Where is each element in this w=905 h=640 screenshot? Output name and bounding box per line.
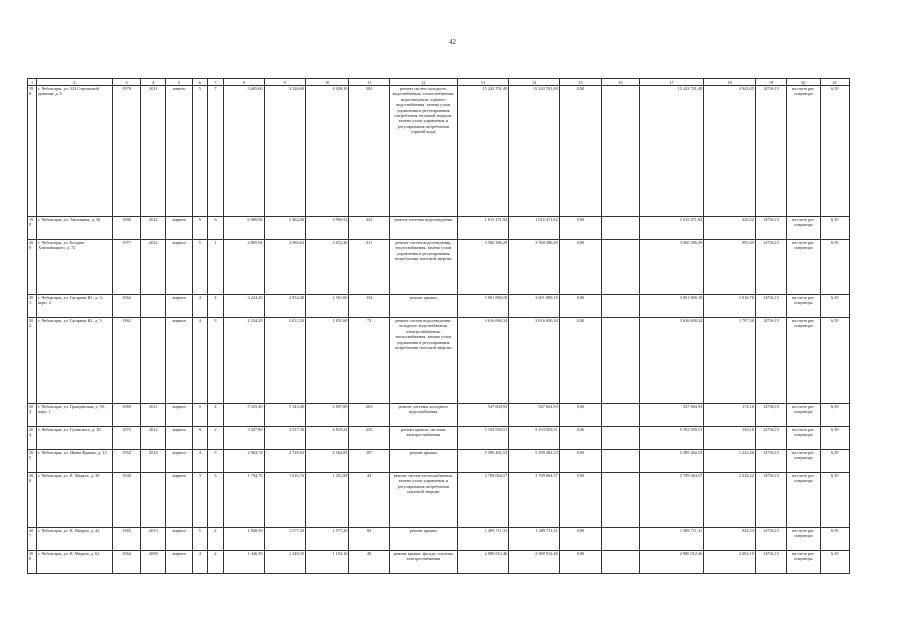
fund-total: 5 399 482,53 xyxy=(639,450,704,473)
table-row xyxy=(28,240,850,295)
premises-area: 1 616,70 xyxy=(264,473,305,528)
total-cost: 5 193 959,51 xyxy=(457,427,509,450)
total-cost: 1 489 711,31 xyxy=(457,528,509,551)
year-last-repair xyxy=(141,295,166,318)
unit-cost: 2 943,05 xyxy=(704,86,756,217)
residents: 235 xyxy=(349,427,389,450)
residents: 107 xyxy=(349,450,389,473)
fund-method: на счете рег. оператора xyxy=(787,217,820,240)
residents: 49 xyxy=(349,551,389,574)
max-unit-cost: 14736,15 xyxy=(755,427,786,450)
empty-cell xyxy=(602,528,639,551)
other-funds: 0,00 xyxy=(559,473,601,528)
year-built: 1964 xyxy=(112,551,140,574)
table-row xyxy=(28,404,850,427)
owner-funds: 3 709 064,57 xyxy=(509,473,560,528)
contribution-rate: 6,39 xyxy=(820,318,849,404)
entrances: 2 xyxy=(207,551,223,574)
premises-area: 2 728,84 xyxy=(264,450,305,473)
row-number: 202 xyxy=(28,318,37,404)
residents: 82 xyxy=(349,528,389,551)
fund-method: на счете рег. оператора xyxy=(787,473,820,528)
address: г. Чебоксары, ул. 324 Стрелковой дивизии, д. 5 xyxy=(37,86,113,217)
premises-area: 3 537,36 xyxy=(264,427,305,450)
column-header: 11 xyxy=(349,79,389,86)
max-unit-cost: 14736,15 xyxy=(755,318,786,404)
owner-funds: 3 001 890,18 xyxy=(509,295,560,318)
repair-works: ремонт систем холодного водоснабжения, теплоснабжения, водоотведения, горячего водоснабжения, замена узлов управления и регулирования потребления тепловой энергии, замена узлов управления и регулирования потребления горячей воды xyxy=(389,86,457,217)
fund-total: 547 604,93 xyxy=(639,404,704,427)
contribution-rate: 6,39 xyxy=(820,404,849,427)
residents: 154 xyxy=(349,295,389,318)
repair-works: ремонт крыши xyxy=(389,295,457,318)
row-number: 204 xyxy=(28,427,37,450)
entrances: 1 xyxy=(207,240,223,295)
premises-area: 5 482,86 xyxy=(264,217,305,240)
year-last-repair xyxy=(141,318,166,404)
premises-area: 5 326,60 xyxy=(264,86,305,217)
total-cost: 1 015 471,92 xyxy=(457,217,509,240)
contribution-rate: 6,39 xyxy=(820,551,849,574)
floors: 5 xyxy=(192,217,207,240)
unit-cost: 2 234,22 xyxy=(704,473,756,528)
row-number: 208 xyxy=(28,551,37,574)
year-built: 1980 xyxy=(112,217,140,240)
repair-works: ремонт системы водоотведения xyxy=(389,217,457,240)
column-header: 8 xyxy=(224,79,264,86)
total-area: 5 525,40 xyxy=(224,404,264,427)
address: г. Чебоксары, ул. К. Маркса, д. 62 xyxy=(37,551,113,574)
capital-repair-table xyxy=(27,78,850,574)
table-row xyxy=(28,528,850,551)
unit-cost: 156,18 xyxy=(704,427,756,450)
row-number: 203 xyxy=(28,404,37,427)
residential-area: 4 819,22 xyxy=(305,427,348,450)
repair-works: ремонт крыши xyxy=(389,528,457,551)
year-built: 1962 xyxy=(112,318,140,404)
residents: 44 xyxy=(349,473,389,528)
column-header: 5 xyxy=(166,79,192,86)
other-funds: 0,00 xyxy=(559,217,601,240)
year-last-repair: 2011 xyxy=(141,404,166,427)
wall-material: кирпич xyxy=(166,318,192,404)
owner-funds: 5 399 482,53 xyxy=(509,450,560,473)
wall-material: кирпич xyxy=(166,295,192,318)
total-cost: 5 399 482,53 xyxy=(457,450,509,473)
owner-funds: 547 604,93 xyxy=(509,404,560,427)
empty-cell xyxy=(602,86,639,217)
max-unit-cost: 14736,15 xyxy=(755,240,786,295)
residential-area: 1 194,10 xyxy=(305,551,348,574)
entrances: 3 xyxy=(207,473,223,528)
repair-works: ремонт систем водоотведения, теплоснабжения, замена узлов управления и регулирования потребления тепловой энергии xyxy=(389,240,457,295)
residential-area: 1 831,60 xyxy=(305,318,348,404)
row-number: 198 xyxy=(28,86,37,217)
total-area: 6 980,84 xyxy=(224,217,264,240)
owner-funds: 5 193 959,51 xyxy=(509,427,560,450)
address: г. Чебоксары, ул. Богдана Хмельницкого, д. 72 xyxy=(37,240,113,295)
address: г. Чебоксары, ул. Гагарина Ю., д. 3, корп. 2 xyxy=(37,295,113,318)
entrances: 4 xyxy=(207,295,223,318)
owner-funds: 3 616 690,34 xyxy=(509,318,560,404)
table-row xyxy=(28,318,850,404)
entrances: 6 xyxy=(207,217,223,240)
empty-cell xyxy=(602,551,639,574)
empty-cell xyxy=(602,473,639,528)
fund-method: на счете рег. оператора xyxy=(787,528,820,551)
repair-works: ремонт крыши, системы электроснабжения xyxy=(389,427,457,450)
fund-method: на счете рег. оператора xyxy=(787,404,820,427)
total-cost: 2 980 912,46 xyxy=(457,551,509,574)
total-area: 4 895,94 xyxy=(224,240,264,295)
year-last-repair: 2012 xyxy=(141,217,166,240)
column-header: 15 xyxy=(559,79,601,86)
address: г. Чебоксары, ул. Гражданская, д. 93, корп. 1 xyxy=(37,404,113,427)
wall-material: кирпич xyxy=(166,404,192,427)
fund-method: на счете рег. оператора xyxy=(787,295,820,318)
unit-cost: 226,52 xyxy=(704,217,756,240)
premises-area: 2 012,20 xyxy=(264,318,305,404)
owner-funds: 1 015 471,92 xyxy=(509,217,560,240)
fund-total: 1 489 711,31 xyxy=(639,528,704,551)
fund-method: на счете рег. оператора xyxy=(787,450,820,473)
other-funds: 0,00 xyxy=(559,86,601,217)
floors: 4 xyxy=(192,450,207,473)
total-area: 2 963,74 xyxy=(224,450,264,473)
other-funds: 0,00 xyxy=(559,295,601,318)
year-last-repair: 2009 xyxy=(141,551,166,574)
year-built: 1940 xyxy=(112,473,140,528)
fund-total: 15 243 701,49 xyxy=(639,86,704,217)
column-header: 6 xyxy=(192,79,207,86)
total-area: 3 224,29 xyxy=(224,295,264,318)
wall-material: кирпич xyxy=(166,427,192,450)
unit-cost: 944,53 xyxy=(704,528,756,551)
floors: 5 xyxy=(192,240,207,295)
table-row xyxy=(28,295,850,318)
fund-method: на счете рег. оператора xyxy=(787,86,820,217)
year-last-repair: 2011 xyxy=(141,86,166,217)
unit-cost: 2 292,10 xyxy=(704,551,756,574)
fund-method: на счете рег. оператора xyxy=(787,427,820,450)
year-built: 1975 xyxy=(112,427,140,450)
address: г. Чебоксары, ул. К. Маркса, д. 42 xyxy=(37,528,113,551)
max-unit-cost: 14736,15 xyxy=(755,86,786,217)
fund-total: 2 980 912,46 xyxy=(639,551,704,574)
column-header: 1 xyxy=(28,79,37,86)
max-unit-cost: 14736,15 xyxy=(755,528,786,551)
total-cost: 547 604,93 xyxy=(457,404,509,427)
repair-works: ремонт систем водоотведения, холодного водоснабжения, электроснабжения, теплоснабжения, замена узлов управления и регулирования потребления тепловой энергии xyxy=(389,318,457,404)
fund-total: 3 560 386,29 xyxy=(639,240,704,295)
residents: 72 xyxy=(349,318,389,404)
premises-area: 1 248,50 xyxy=(264,551,305,574)
year-built: 1969 xyxy=(112,404,140,427)
fund-method: на счете рег. оператора xyxy=(787,318,820,404)
total-cost: 3 560 386,29 xyxy=(457,240,509,295)
empty-cell xyxy=(602,318,639,404)
column-header: 21 xyxy=(820,79,849,86)
other-funds: 0,00 xyxy=(559,551,601,574)
entrances: 4 xyxy=(207,404,223,427)
owner-funds: 3 560 386,29 xyxy=(509,240,560,295)
floors: 5 xyxy=(192,528,207,551)
premises-area: 1 577,20 xyxy=(264,528,305,551)
floors: 4 xyxy=(192,551,207,574)
column-header: 7 xyxy=(207,79,223,86)
wall-material: кирпич xyxy=(166,528,192,551)
contribution-rate: 6,39 xyxy=(820,450,849,473)
contribution-rate: 6,39 xyxy=(820,473,849,528)
column-header: 17 xyxy=(639,79,704,86)
repair-works: ремонт крыши xyxy=(389,450,457,473)
row-number: 206 xyxy=(28,473,37,528)
floors: 5 xyxy=(192,86,207,217)
residents: 203 xyxy=(349,404,389,427)
other-funds: 0,00 xyxy=(559,240,601,295)
other-funds: 0,00 xyxy=(559,318,601,404)
fund-total: 5 193 959,51 xyxy=(639,427,704,450)
max-unit-cost: 14736,15 xyxy=(755,473,786,528)
wall-material: панель xyxy=(166,86,192,217)
wall-material: кирпич xyxy=(166,450,192,473)
premises-area: 3 580,64 xyxy=(264,240,305,295)
total-area: 1 794,70 xyxy=(224,473,264,528)
row-number: 201 xyxy=(28,295,37,318)
fund-method: на счете рег. оператора xyxy=(787,551,820,574)
page-number: 42 xyxy=(449,38,456,46)
table-row xyxy=(28,551,850,574)
entrances: 7 xyxy=(207,86,223,217)
residential-area: 1 577,20 xyxy=(305,528,348,551)
total-area: 1 446,59 xyxy=(224,551,264,574)
unit-cost: 993,40 xyxy=(704,240,756,295)
entrances: 3 xyxy=(207,450,223,473)
address: г. Чебоксары, ул. Ивана Франко, д. 13 xyxy=(37,450,113,473)
entrances: 2 xyxy=(207,528,223,551)
wall-material: кирпич xyxy=(166,240,192,295)
residential-area: 3 969,52 xyxy=(305,217,348,240)
fund-total: 1 015 471,92 xyxy=(639,217,704,240)
total-area: 2 234,29 xyxy=(224,318,264,404)
wall-material: кирпич xyxy=(166,551,192,574)
entrances: 3 xyxy=(207,318,223,404)
fund-method: на счете рег. оператора xyxy=(787,240,820,295)
total-cost: 15 243 701,49 xyxy=(457,86,509,217)
empty-cell xyxy=(602,404,639,427)
residential-area: 3 672,36 xyxy=(305,240,348,295)
column-header: 4 xyxy=(141,79,166,86)
floors: 3 xyxy=(192,473,207,528)
empty-cell xyxy=(602,240,639,295)
residential-area: 1 451,89 xyxy=(305,473,348,528)
year-last-repair: 2012 xyxy=(141,427,166,450)
total-area: 5 685,60 xyxy=(224,86,264,217)
residential-area: 4 928,10 xyxy=(305,86,348,217)
floors: 4 xyxy=(192,318,207,404)
column-header: 2 xyxy=(37,79,113,86)
residential-area: 2 807,80 xyxy=(305,404,348,427)
repair-works: ремонт крыши, фасада, системы электроснабжения xyxy=(389,551,457,574)
premises-area: 2 952,40 xyxy=(264,295,305,318)
max-unit-cost: 14736,15 xyxy=(755,217,786,240)
year-last-repair: 2013 xyxy=(141,528,166,551)
column-header: 14 xyxy=(509,79,560,86)
unit-cost: 174,10 xyxy=(704,404,756,427)
column-header: 16 xyxy=(602,79,639,86)
address: г. Чебоксары, ул. Гузовского, д. 30 xyxy=(37,427,113,450)
row-number: 200 xyxy=(28,240,37,295)
year-built: 1962 xyxy=(112,295,140,318)
max-unit-cost: 14736,15 xyxy=(755,404,786,427)
year-last-repair: 2012 xyxy=(141,240,166,295)
empty-cell xyxy=(602,450,639,473)
column-header: 12 xyxy=(389,79,457,86)
table-row xyxy=(28,450,850,473)
floors: 5 xyxy=(192,404,207,427)
total-cost: 3 616 690,34 xyxy=(457,318,509,404)
table-row xyxy=(28,473,850,528)
contribution-rate: 6,39 xyxy=(820,528,849,551)
premises-area: 5 143,40 xyxy=(264,404,305,427)
residential-area: 2 561,60 xyxy=(305,295,348,318)
fund-total: 3 001 890,18 xyxy=(639,295,704,318)
total-area: 1 848,50 xyxy=(224,528,264,551)
column-header: 19 xyxy=(755,79,786,86)
residential-area: 2 564,85 xyxy=(305,450,348,473)
column-header: 18 xyxy=(704,79,756,86)
other-funds: 0,00 xyxy=(559,404,601,427)
empty-cell xyxy=(602,217,639,240)
owner-funds: 2 980 912,46 xyxy=(509,551,560,574)
wall-material: кирпич xyxy=(166,473,192,528)
repair-works: ремонт системы холодного водоснабжения xyxy=(389,404,457,427)
address: г. Чебоксары, ул. Аношкина, д. 36 xyxy=(37,217,113,240)
unit-cost: 1 242,46 xyxy=(704,450,756,473)
table-row xyxy=(28,427,850,450)
year-built: 1977 xyxy=(112,240,140,295)
year-built: 1952 xyxy=(112,450,140,473)
wall-material: кирпич xyxy=(166,217,192,240)
year-last-repair xyxy=(141,473,166,528)
empty-cell xyxy=(602,427,639,450)
column-header: 13 xyxy=(457,79,509,86)
max-unit-cost: 14736,15 xyxy=(755,295,786,318)
other-funds: 0,00 xyxy=(559,450,601,473)
total-area: 3 927,80 xyxy=(224,427,264,450)
floors: 9 xyxy=(192,427,207,450)
other-funds: 0,00 xyxy=(559,427,601,450)
fund-total: 3 616 690,34 xyxy=(639,318,704,404)
table-row xyxy=(28,217,850,240)
max-unit-cost: 14736,15 xyxy=(755,450,786,473)
row-number: 207 xyxy=(28,528,37,551)
residents: 285 xyxy=(349,86,389,217)
repair-works: ремонт систем теплоснабжения, замена узлов управления и регулирования потребления тепловой энергии xyxy=(389,473,457,528)
unit-cost: 1 797,38 xyxy=(704,318,756,404)
contribution-rate: 6,39 xyxy=(820,86,849,217)
total-cost: 3 709 064,57 xyxy=(457,473,509,528)
unit-cost: 1 016,76 xyxy=(704,295,756,318)
column-header: 20 xyxy=(787,79,820,86)
table-row xyxy=(28,86,850,217)
contribution-rate: 6,39 xyxy=(820,295,849,318)
contribution-rate: 6,39 xyxy=(820,217,849,240)
contribution-rate: 6,39 xyxy=(820,427,849,450)
residents: 223 xyxy=(349,217,389,240)
column-header: 3 xyxy=(112,79,140,86)
entrances: 2 xyxy=(207,427,223,450)
other-funds: 0,00 xyxy=(559,528,601,551)
floors: 4 xyxy=(192,295,207,318)
owner-funds: 15 243 701,49 xyxy=(509,86,560,217)
year-last-repair: 2014 xyxy=(141,450,166,473)
max-unit-cost: 14736,15 xyxy=(755,551,786,574)
year-built: 1965 xyxy=(112,528,140,551)
address: г. Чебоксары, ул. К. Маркса, д. 38 xyxy=(37,473,113,528)
contribution-rate: 6,39 xyxy=(820,240,849,295)
column-header: 9 xyxy=(264,79,305,86)
address: г. Чебоксары, ул. Гагарина Ю., д. 5 xyxy=(37,318,113,404)
column-number-row xyxy=(28,79,850,86)
year-built: 1978 xyxy=(112,86,140,217)
column-header: 10 xyxy=(305,79,348,86)
empty-cell xyxy=(602,295,639,318)
row-number: 199 xyxy=(28,217,37,240)
owner-funds: 1 489 711,31 xyxy=(509,528,560,551)
row-number: 205 xyxy=(28,450,37,473)
residents: 311 xyxy=(349,240,389,295)
total-cost: 3 001 890,18 xyxy=(457,295,509,318)
fund-total: 3 709 064,57 xyxy=(639,473,704,528)
